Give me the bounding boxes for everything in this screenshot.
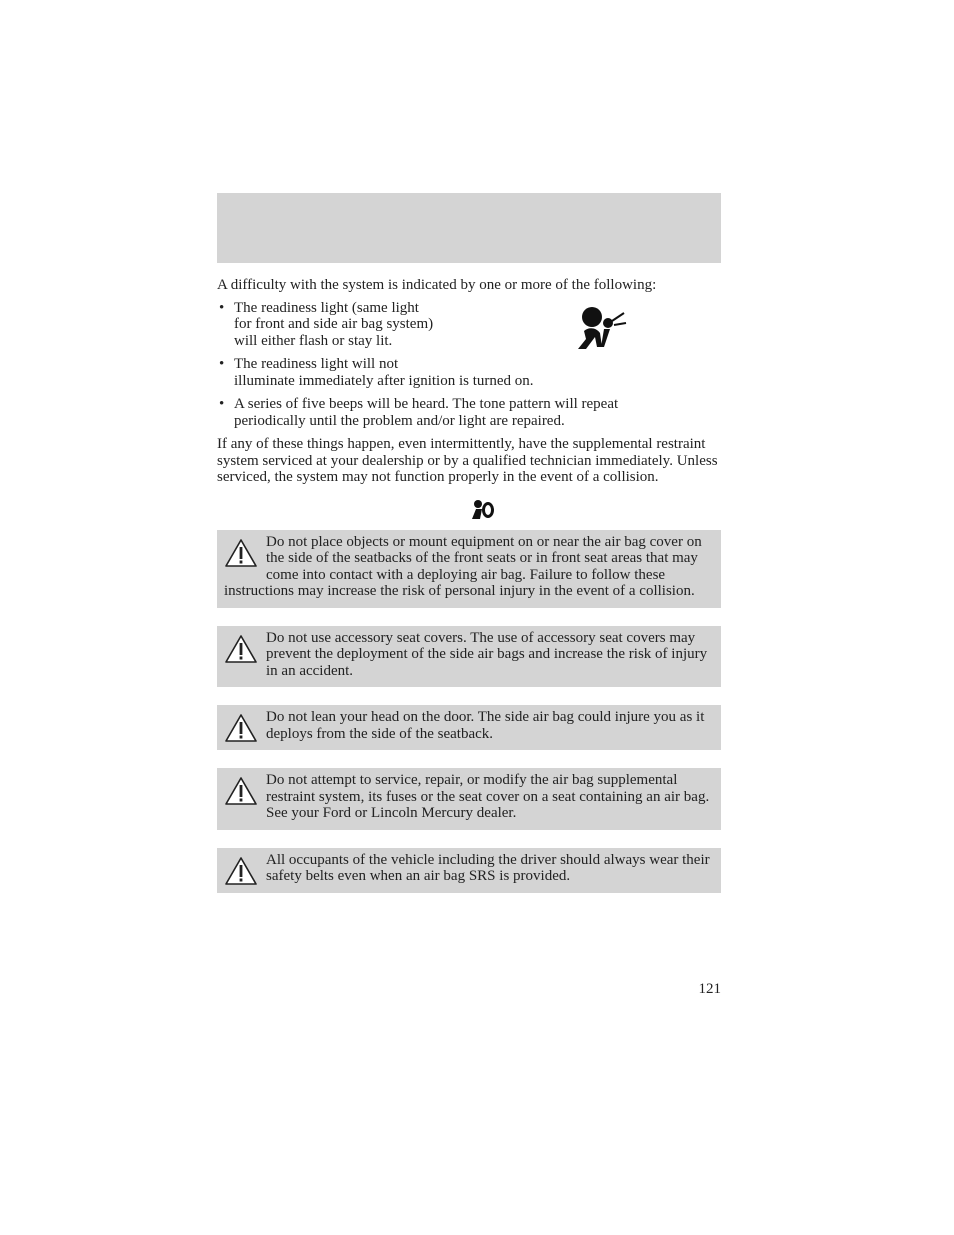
service-paragraph: If any of these things happen, even intermittently, have the supplemental restraint system serviced at your dealership or by a qualified technician immediately. Unless serviced, the system may not function properly in the event of a collision. (217, 436, 718, 485)
warning-text: All occupants of the vehicle including the driver should always wear their safety belts even when an air bag SRS is provided. (266, 851, 710, 884)
list-item-line: will either flash or stay lit. (234, 332, 393, 349)
list-item-line: • The readiness light will not (234, 356, 399, 372)
airbag-readiness-icon (574, 303, 628, 351)
warning-text: Do not lean your head on the door. The side air bag could injure you as it deploys from the side of the seatback. (266, 709, 705, 742)
list-item-line: • A series of five beeps will be heard. The tone pattern will repeat (234, 396, 619, 412)
header-band (217, 193, 721, 263)
intro-text: A difficulty with the system is indicated by one or more of the following: (217, 277, 657, 293)
icon-row (217, 496, 721, 530)
list-item (217, 396, 721, 429)
list-item-line: for front and side air bag system) (234, 316, 434, 332)
warning-triangle-icon (224, 634, 258, 664)
warning-triangle-icon (224, 538, 258, 568)
warning-box (217, 848, 721, 893)
warning-triangle-icon (224, 856, 258, 886)
symptom-list (217, 300, 721, 430)
warning-box (217, 768, 721, 830)
list-item-line: • The readiness light (same light (234, 299, 419, 316)
warning-triangle-icon (224, 776, 258, 806)
list-item (217, 300, 721, 350)
warning-text: Do not place objects or mount equipment on or near the air bag cover on the side of the seatbacks of the front seats or in front seat areas that may come into contact with a deploying air bag. Failure to follow these instructions may increase the risk of personal injury in the event of a collision. (224, 533, 702, 599)
warning-text: Do not attempt to service, repair, or modify the air bag supplemental restraint system, its fuses or the seat cover on a seat containing an air bag. See your Ford or Lincoln Mercury dealer. (266, 772, 710, 821)
warning-text: Do not use accessory seat covers. The use of accessory seat covers may prevent the deployment of the side air bags and increase the risk of injury in an accident. (266, 629, 708, 679)
side-airbag-icon (470, 499, 496, 521)
warning-triangle-icon (224, 713, 258, 743)
page-number: 121 (698, 981, 721, 997)
warning-box (217, 705, 721, 750)
list-item-line: illuminate immediately after ignition is turned on. (234, 372, 534, 389)
warning-box (217, 626, 721, 688)
list-item (217, 356, 721, 389)
list-item-line: periodically until the problem and/or light are repaired. (234, 412, 565, 429)
warning-box (217, 530, 721, 608)
page-content (217, 277, 721, 911)
